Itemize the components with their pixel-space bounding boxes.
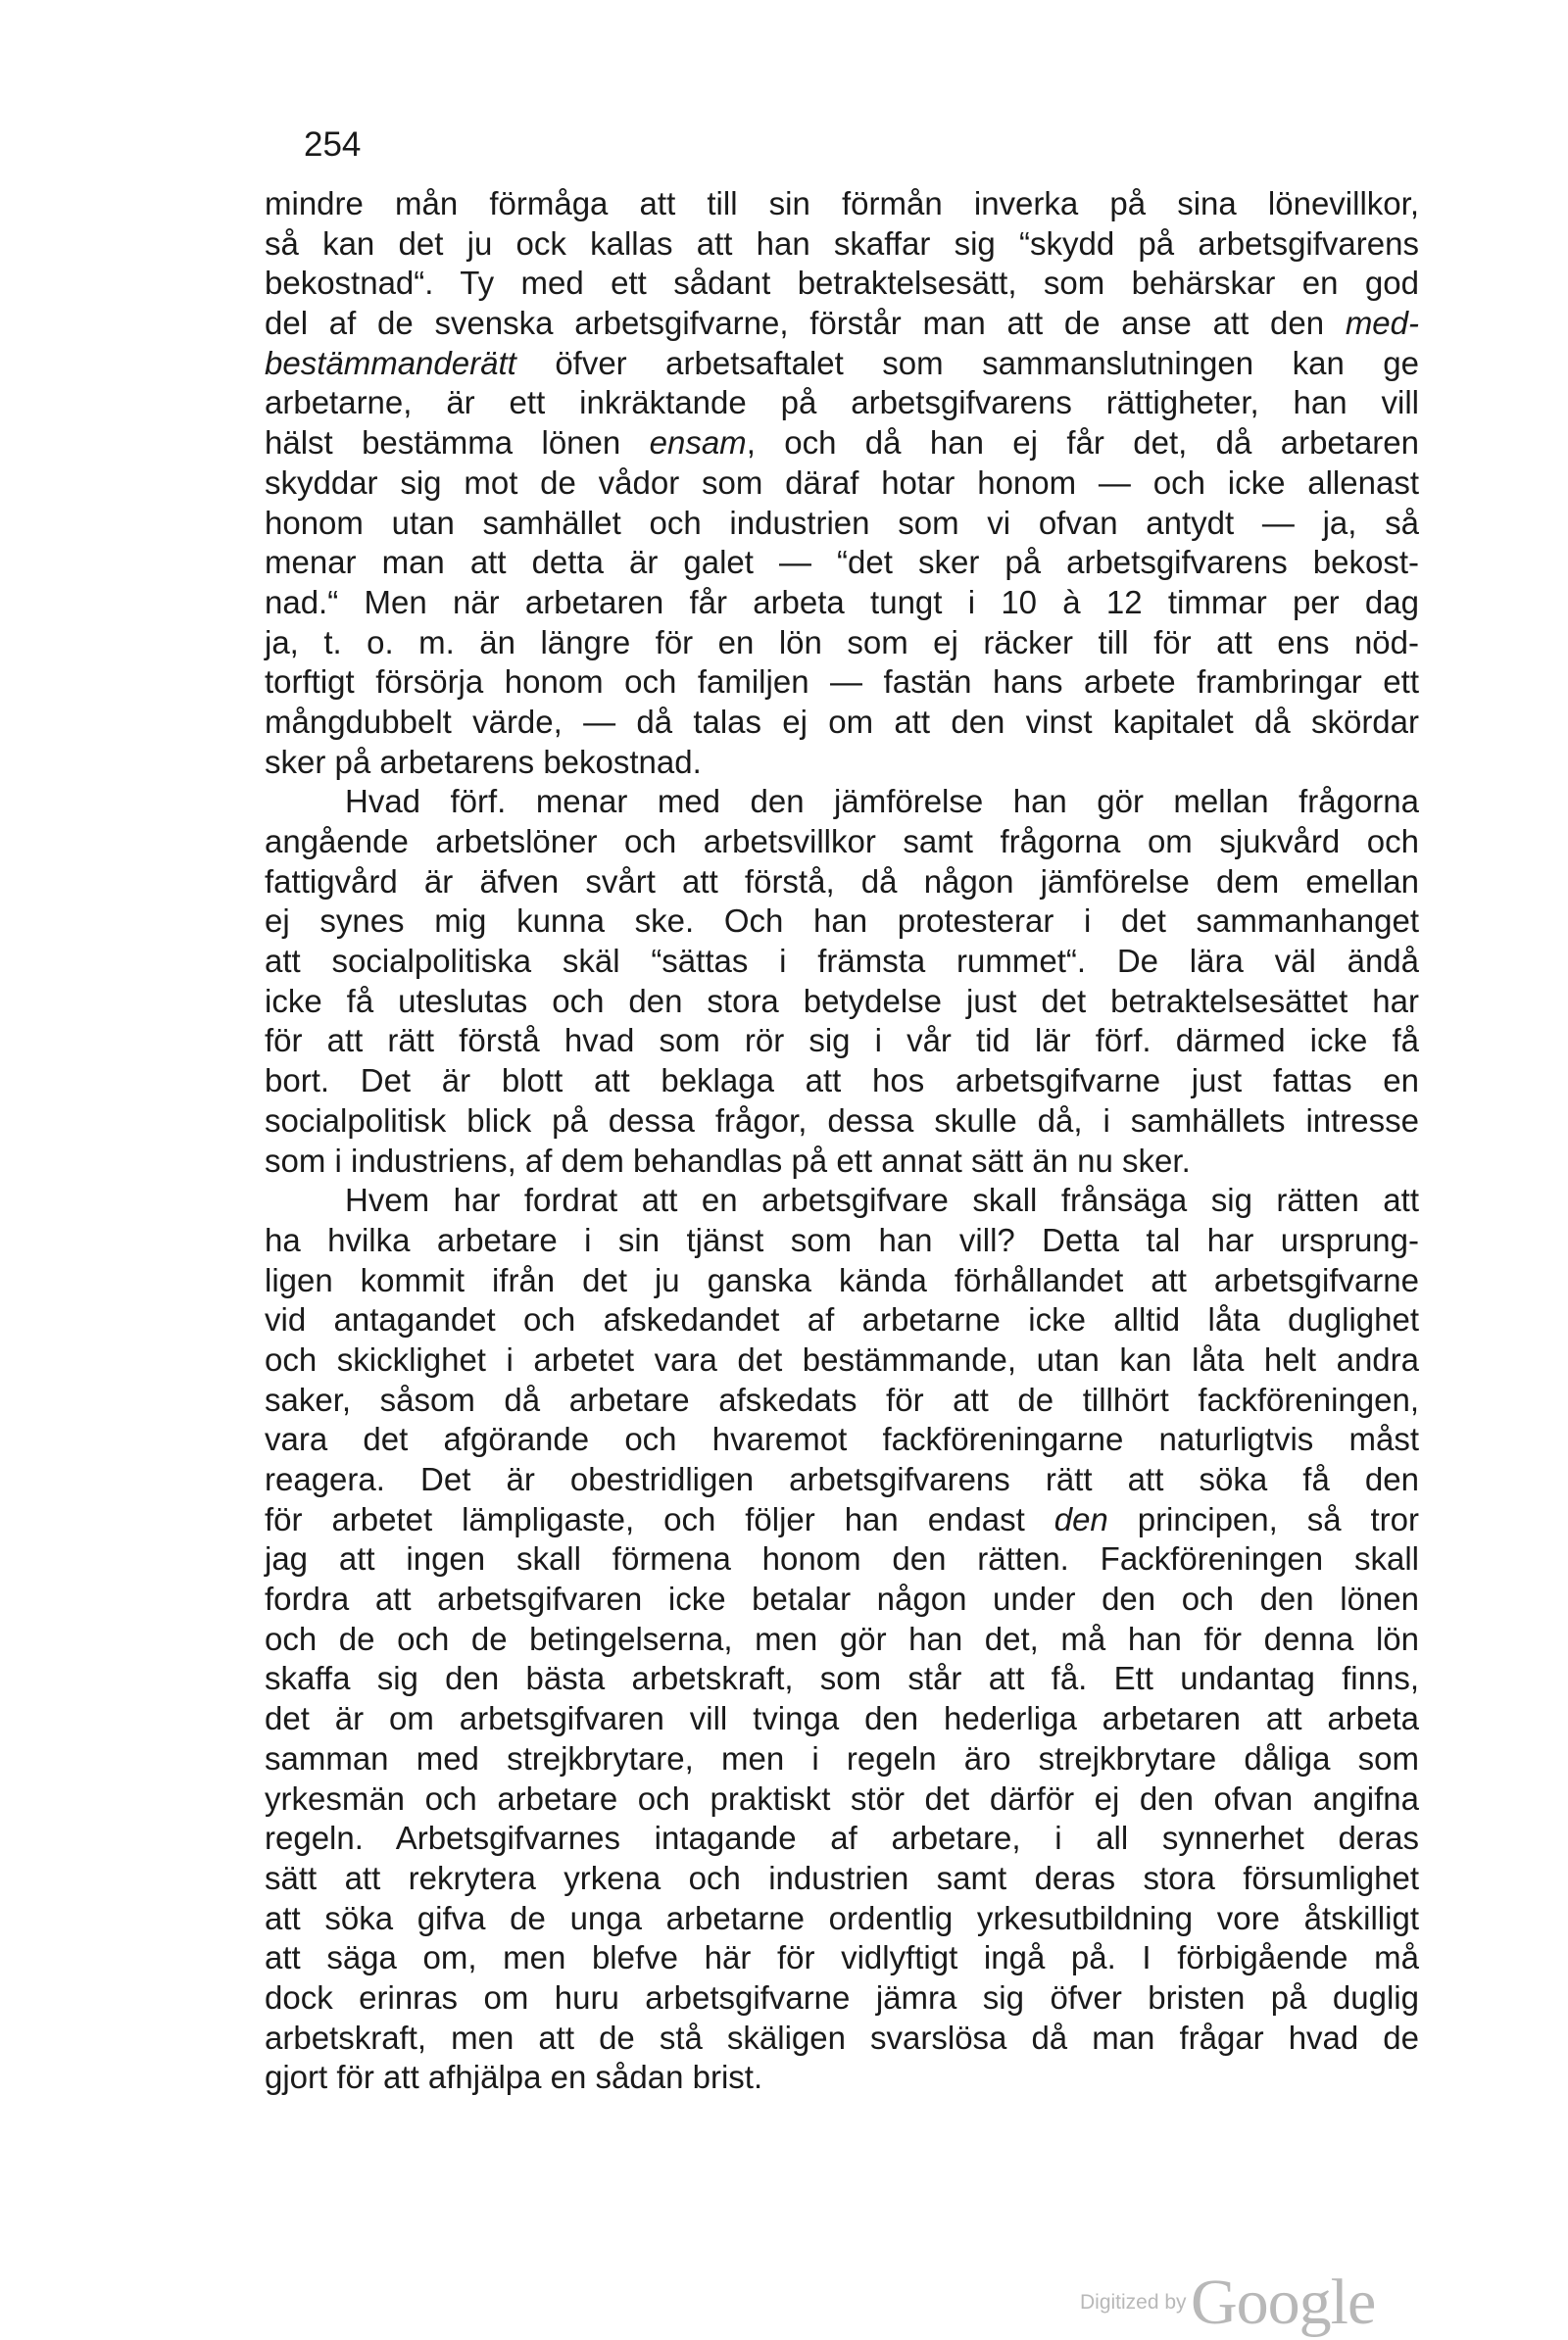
text-line: reagera. Det är obestridligen arbetsgifvarens rätt att söka få den	[265, 1461, 1419, 1497]
text-line: regeln. Arbetsgifvarnes intagande af arbetare, i all synnerhet deras	[265, 1820, 1419, 1857]
text-line	[265, 304, 1419, 344]
body-text	[265, 184, 1419, 2098]
text-line: jag att ingen skall förmena honom den rätten. Fackföreningen skall	[265, 1540, 1419, 1578]
text-line: arbetskraft, men att de stå skäligen svarslösa då man frågar hvad de	[265, 2019, 1419, 2056]
text-segment: hälst bestämma lönen	[265, 424, 621, 462]
text-line: menar man att detta är galet — “det sker på arbetsgifvarens bekost-	[265, 544, 1419, 581]
text-segment: öfver arbetsaftalet som sammanslutningen kan ge	[555, 344, 1420, 381]
text-line: socialpolitisk blick på dessa frågor, dessa skulle då, i samhällets intresse	[265, 1101, 1419, 1139]
text-line: angående arbetslöner och arbetsvillkor samt frågorna om sjukvård och	[265, 823, 1419, 859]
text-line: saker, såsom då arbetare afskedats för att de tillhört fackföreningen,	[265, 1381, 1419, 1418]
text-segment: del af de svenska arbetsgifvarne, förstår man att de anse att den	[265, 305, 1325, 342]
text-line: ja, t. o. m. än längre för en lön som ej räcker till för att ens nöd-	[265, 623, 1419, 660]
text-line: ej synes mig kunna ske. Och han protesterar i det sammanhanget	[265, 902, 1419, 940]
emphasis: med-	[1345, 305, 1419, 342]
text-line: sätt att rekrytera yrkena och industrien samt deras stora försumlighet	[265, 1859, 1419, 1896]
text-segment: , och då han ej får det, då arbetaren	[746, 424, 1419, 462]
text-line: att söka gifva de unga arbetarne ordentlig yrkesutbildning vore åtskilligt	[265, 1899, 1419, 1936]
text-line: fattigvård är äfven svårt att förstå, då någon jämförelse dem emellan	[265, 862, 1419, 900]
text-line: arbetarne, är ett inkräktande på arbetsgifvarens rättigheter, han vill	[265, 384, 1419, 421]
text-line	[265, 344, 1419, 384]
text-line: Hvem har fordrat att en arbetsgifvare skall frånsäga sig rätten att	[345, 1182, 1419, 1219]
text-line	[265, 1500, 1419, 1540]
digitized-by-watermark	[1080, 2266, 1375, 2340]
text-segment: principen, så tror	[1137, 1500, 1420, 1537]
text-line: skyddar sig mot de vådor som däraf hotar honom — och icke allenast	[265, 463, 1419, 501]
emphasis: den	[1054, 1500, 1108, 1537]
watermark-prefix: Digitized by	[1080, 2291, 1187, 2314]
text-line: och skicklighet i arbetet vara det bestämmande, utan kan låta helt andra	[265, 1341, 1419, 1378]
text-line: nad.“ Men när arbetaren får arbeta tungt i 10 à 12 timmar per dag	[265, 583, 1419, 620]
text-line: gjort för att afhjälpa en sådan brist.	[265, 2059, 763, 2096]
text-line: det är om arbetsgifvaren vill tvinga den hederliga arbetaren att arbeta	[265, 1700, 1419, 1737]
text-segment: för arbetet lämpligaste, och följer han endast	[265, 1500, 1025, 1537]
text-line: dock erinras om huru arbetsgifvarne jämra sig öfver bristen på duglig	[265, 1978, 1419, 2016]
text-line: så kan det ju ock kallas att han skaffar sig “skydd på arbetsgifvarens	[265, 224, 1419, 262]
text-line: yrkesmän och arbetare och praktiskt stör det därför ej den ofvan angifna	[265, 1779, 1419, 1817]
page-number: 254	[304, 125, 362, 164]
text-line: mångdubbelt värde, — då talas ej om att den vinst kapitalet då skördar	[265, 703, 1419, 740]
text-line: honom utan samhället och industrien som vi ofvan antydt — ja, så	[265, 504, 1419, 541]
text-line: Hvad förf. menar med den jämförelse han gör mellan frågorna	[345, 783, 1419, 820]
emphasis: ensam	[649, 424, 747, 462]
google-logo: Google	[1191, 2267, 1376, 2338]
text-line: vid antagandet och afskedandet af arbetarne icke alltid låta duglighet	[265, 1301, 1419, 1339]
text-line: bort. Det är blott att beklaga att hos arbetsgifvarne just fattas en	[265, 1062, 1419, 1099]
text-line: att socialpolitiska skäl “sättas i främsta rummet“. De lära väl ändå	[265, 943, 1419, 980]
text-line: samman med strejkbrytare, men i regeln äro strejkbrytare dåliga som	[265, 1739, 1419, 1777]
text-line	[265, 423, 1419, 463]
text-line: fordra att arbetsgifvaren icke betalar någon under den och den lönen	[265, 1581, 1419, 1618]
text-line: bekostnad“. Ty med ett sådant betraktelsesätt, som behärskar en god	[265, 265, 1419, 302]
text-line: mindre mån förmåga att till sin förmån inverka på sina lönevillkor,	[265, 185, 1419, 221]
text-line: ligen kommit ifrån det ju ganska kända förhållandet att arbetsgifvarne	[265, 1261, 1419, 1298]
text-line: som i industriens, af dem behandlas på ett annat sätt än nu sker.	[265, 1142, 1191, 1179]
text-line: ha hvilka arbetare i sin tjänst som han vill? Detta tal har ursprung-	[265, 1221, 1419, 1258]
text-line: icke få uteslutas och den stora betydelse just det betraktelsesättet har	[265, 982, 1419, 1019]
emphasis: bestämmanderätt	[265, 344, 516, 381]
text-line: skaffa sig den bästa arbetskraft, som står att få. Ett undantag finns,	[265, 1660, 1419, 1697]
text-line: vara det afgörande och hvaremot fackföreningarne naturligtvis måst	[265, 1421, 1419, 1458]
text-line: sker på arbetarens bekostnad.	[265, 743, 702, 780]
text-line: torftigt försörja honom och familjen — fastän hans arbete frambringar ett	[265, 663, 1419, 701]
text-line: för att rätt förstå hvad som rör sig i vår tid lär förf. därmed icke få	[265, 1022, 1419, 1059]
text-line: att säga om, men blefve här för vidlyftigt ingå på. I förbigående må	[265, 1939, 1419, 1976]
text-line: och de och de betingelserna, men gör han det, må han för denna lön	[265, 1620, 1419, 1657]
